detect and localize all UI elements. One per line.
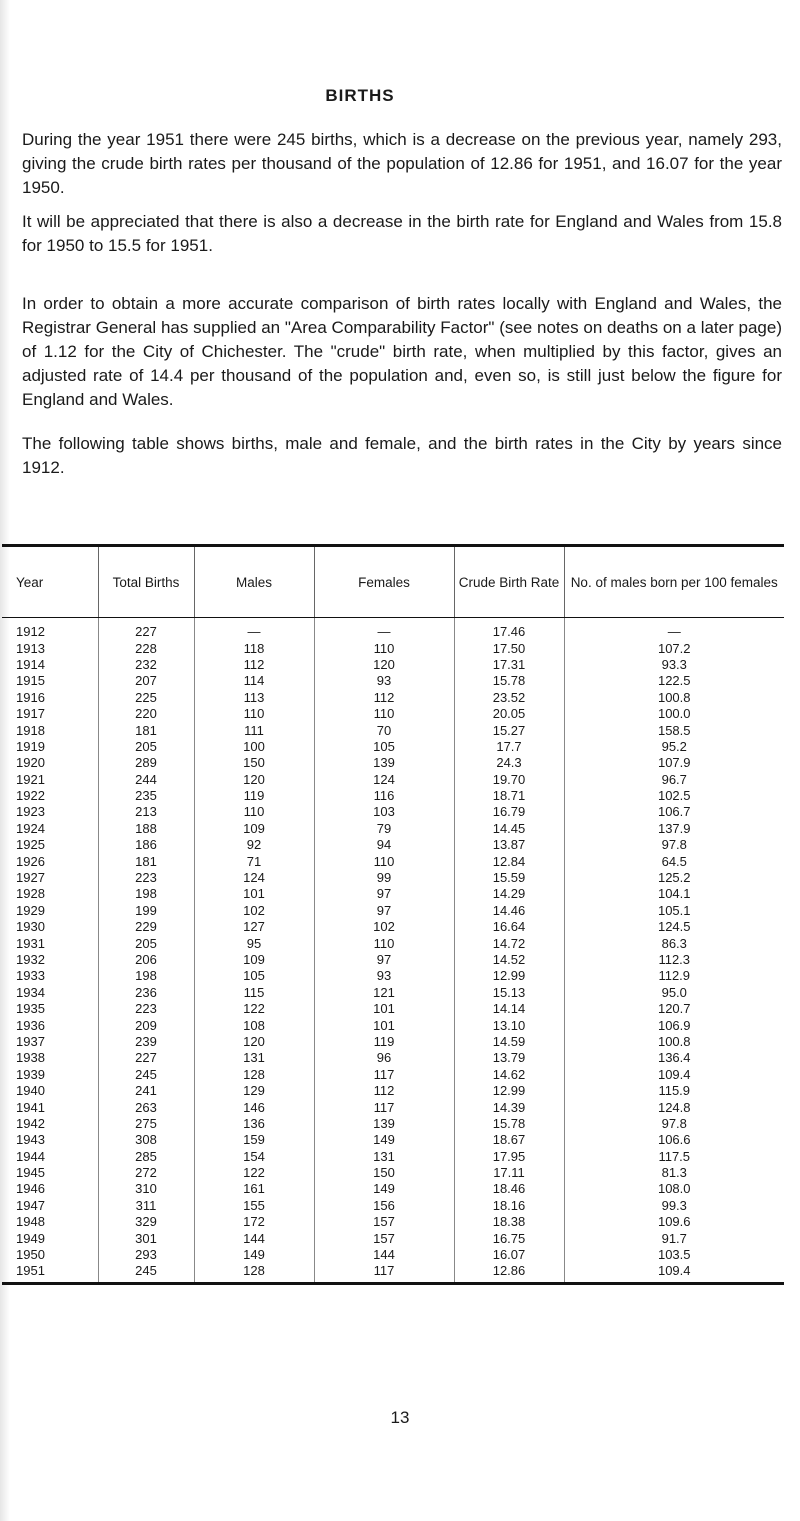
cell-crude-birth-rate: 14.45	[454, 821, 564, 837]
table-row	[2, 1067, 784, 1083]
cell-males: 131	[194, 1050, 314, 1066]
cell-total-births: 186	[98, 837, 194, 853]
cell-crude-birth-rate: 17.31	[454, 657, 564, 673]
cell-males: 111	[194, 722, 314, 738]
cell-year: 1938	[16, 1050, 45, 1066]
cell-females: —	[314, 618, 454, 641]
cell-total-births: 301	[98, 1230, 194, 1246]
cell-total-births: 329	[98, 1214, 194, 1230]
table-row	[2, 640, 784, 656]
cell-crude-birth-rate: 18.16	[454, 1198, 564, 1214]
table-row	[2, 1247, 784, 1263]
header-crude-birth-rate: Crude Birth Rate	[454, 546, 564, 618]
cell-males: 108	[194, 1017, 314, 1033]
cell-crude-birth-rate: 24.3	[454, 755, 564, 771]
cell-males: —	[194, 618, 314, 641]
cell-males-per-100-females: 109.4	[564, 1067, 784, 1083]
cell-total-births: 244	[98, 772, 194, 788]
cell-total-births: 228	[98, 640, 194, 656]
cell-males: 127	[194, 919, 314, 935]
cell-males-per-100-females: 103.5	[564, 1247, 784, 1263]
cell-males-per-100-females: 96.7	[564, 772, 784, 788]
cell-crude-birth-rate: 14.52	[454, 952, 564, 968]
cell-females: 119	[314, 1034, 454, 1050]
cell-crude-birth-rate: 15.13	[454, 985, 564, 1001]
cell-year: 1923	[16, 804, 45, 820]
table-row	[2, 821, 784, 837]
cell-females: 94	[314, 837, 454, 853]
cell-females: 112	[314, 1083, 454, 1099]
cell-females: 157	[314, 1230, 454, 1246]
cell-females: 110	[314, 706, 454, 722]
cell-males: 119	[194, 788, 314, 804]
cell-total-births: 181	[98, 722, 194, 738]
cell-males: 128	[194, 1263, 314, 1283]
births-table-container	[2, 544, 784, 1285]
header-year: Year	[2, 546, 98, 618]
cell-females: 116	[314, 788, 454, 804]
cell-crude-birth-rate: 15.78	[454, 1116, 564, 1132]
cell-year: 1913	[16, 640, 45, 656]
cell-crude-birth-rate: 16.75	[454, 1230, 564, 1246]
cell-females: 99	[314, 870, 454, 886]
cell-males: 124	[194, 870, 314, 886]
cell-year: 1933	[16, 968, 45, 984]
cell-year: 1936	[16, 1017, 45, 1033]
cell-males-per-100-females: 125.2	[564, 870, 784, 886]
cell-males: 120	[194, 1034, 314, 1050]
cell-males-per-100-females: 112.3	[564, 952, 784, 968]
cell-crude-birth-rate: 13.79	[454, 1050, 564, 1066]
header-males-per-100-females: No. of males born per 100 females	[564, 546, 784, 618]
cell-total-births: 205	[98, 935, 194, 951]
cell-crude-birth-rate: 20.05	[454, 706, 564, 722]
cell-females: 97	[314, 903, 454, 919]
table-row	[2, 706, 784, 722]
cell-crude-birth-rate: 13.10	[454, 1017, 564, 1033]
cell-year: 1926	[16, 853, 45, 869]
table-row	[2, 886, 784, 902]
cell-total-births: 181	[98, 853, 194, 869]
cell-males-per-100-females: 117.5	[564, 1149, 784, 1165]
cell-crude-birth-rate: 17.7	[454, 739, 564, 755]
cell-year: 1931	[16, 935, 45, 951]
table-row	[2, 1132, 784, 1148]
cell-males-per-100-females: 105.1	[564, 903, 784, 919]
cell-total-births: 245	[98, 1263, 194, 1283]
cell-crude-birth-rate: 17.50	[454, 640, 564, 656]
table-row	[2, 837, 784, 853]
cell-males: 122	[194, 1001, 314, 1017]
table-row	[2, 985, 784, 1001]
cell-year: 1912	[16, 624, 45, 640]
cell-total-births: 311	[98, 1198, 194, 1214]
table-row	[2, 1165, 784, 1181]
cell-year: 1945	[16, 1165, 45, 1181]
births-table	[2, 544, 784, 1285]
cell-males: 122	[194, 1165, 314, 1181]
cell-crude-birth-rate: 12.86	[454, 1263, 564, 1283]
cell-males-per-100-females: 109.4	[564, 1263, 784, 1283]
cell-males: 110	[194, 706, 314, 722]
cell-total-births: 207	[98, 673, 194, 689]
cell-crude-birth-rate: 15.59	[454, 870, 564, 886]
page-title: BIRTHS	[325, 86, 395, 105]
cell-females: 117	[314, 1067, 454, 1083]
cell-males-per-100-females: 122.5	[564, 673, 784, 689]
cell-females: 79	[314, 821, 454, 837]
cell-males-per-100-females: 100.8	[564, 1034, 784, 1050]
table-row	[2, 1050, 784, 1066]
table-row	[2, 952, 784, 968]
cell-year: 1919	[16, 738, 45, 754]
cell-females: 144	[314, 1247, 454, 1263]
cell-crude-birth-rate: 14.14	[454, 1001, 564, 1017]
table-row	[2, 1034, 784, 1050]
cell-females: 139	[314, 755, 454, 771]
cell-females: 124	[314, 772, 454, 788]
table-row	[2, 788, 784, 804]
cell-females: 150	[314, 1165, 454, 1181]
cell-males-per-100-females: 102.5	[564, 788, 784, 804]
table-body	[2, 618, 784, 1284]
cell-year: 1949	[16, 1230, 45, 1246]
cell-crude-birth-rate: 23.52	[454, 690, 564, 706]
table-row	[2, 1263, 784, 1283]
cell-females: 121	[314, 985, 454, 1001]
cell-total-births: 285	[98, 1149, 194, 1165]
cell-total-births: 263	[98, 1099, 194, 1115]
cell-males: 144	[194, 1230, 314, 1246]
cell-males: 109	[194, 821, 314, 837]
header-total-births: Total Births	[98, 546, 194, 618]
cell-year: 1943	[16, 1132, 45, 1148]
cell-crude-birth-rate: 18.46	[454, 1181, 564, 1197]
cell-males: 159	[194, 1132, 314, 1148]
cell-total-births: 227	[98, 618, 194, 641]
cell-crude-birth-rate: 14.39	[454, 1099, 564, 1115]
cell-year: 1918	[16, 722, 45, 738]
cell-males: 120	[194, 772, 314, 788]
cell-year: 1916	[16, 689, 45, 705]
cell-males-per-100-females: 112.9	[564, 968, 784, 984]
cell-total-births: 235	[98, 788, 194, 804]
cell-females: 120	[314, 657, 454, 673]
cell-total-births: 245	[98, 1067, 194, 1083]
cell-year: 1915	[16, 673, 45, 689]
cell-females: 117	[314, 1099, 454, 1115]
cell-males: 128	[194, 1067, 314, 1083]
cell-females: 149	[314, 1181, 454, 1197]
cell-total-births: 232	[98, 657, 194, 673]
cell-males: 154	[194, 1149, 314, 1165]
cell-males: 114	[194, 673, 314, 689]
table-row	[2, 1099, 784, 1115]
cell-total-births: 209	[98, 1017, 194, 1033]
cell-year: 1921	[16, 771, 45, 787]
cell-year: 1947	[16, 1197, 45, 1213]
table-row	[2, 772, 784, 788]
cell-females: 97	[314, 886, 454, 902]
table-row	[2, 690, 784, 706]
cell-males: 136	[194, 1116, 314, 1132]
cell-females: 112	[314, 690, 454, 706]
cell-females: 156	[314, 1198, 454, 1214]
cell-total-births: 289	[98, 755, 194, 771]
cell-total-births: 310	[98, 1181, 194, 1197]
cell-total-births: 198	[98, 968, 194, 984]
table-row	[2, 1230, 784, 1246]
cell-total-births: 198	[98, 886, 194, 902]
cell-crude-birth-rate: 17.95	[454, 1149, 564, 1165]
cell-males-per-100-females: 93.3	[564, 657, 784, 673]
table-row	[2, 1116, 784, 1132]
cell-crude-birth-rate: 14.46	[454, 903, 564, 919]
cell-females: 149	[314, 1132, 454, 1148]
cell-males-per-100-females: 137.9	[564, 821, 784, 837]
cell-males: 71	[194, 853, 314, 869]
cell-males-per-100-females: 100.0	[564, 706, 784, 722]
cell-total-births: 236	[98, 985, 194, 1001]
cell-males-per-100-females: 136.4	[564, 1050, 784, 1066]
cell-males-per-100-females: 104.1	[564, 886, 784, 902]
table-row	[2, 968, 784, 984]
header-females: Females	[314, 546, 454, 618]
cell-males: 105	[194, 968, 314, 984]
cell-year: 1946	[16, 1181, 45, 1197]
cell-total-births: 229	[98, 919, 194, 935]
paragraph-england-wales-rate: It will be appreciated that there is also a decrease in the birth rate for England and Wales from 15.8 for 1950 to 15.5 for 1951.	[22, 212, 782, 255]
cell-year: 1948	[16, 1214, 45, 1230]
cell-year: 1940	[16, 1083, 45, 1099]
cell-year: 1932	[16, 952, 45, 967]
cell-females: 101	[314, 1001, 454, 1017]
cell-males-per-100-females: 97.8	[564, 1116, 784, 1132]
table-row	[2, 722, 784, 738]
cell-females: 101	[314, 1017, 454, 1033]
cell-year: 1942	[16, 1115, 45, 1131]
cell-males-per-100-females: 99.3	[564, 1198, 784, 1214]
cell-year: 1939	[16, 1066, 45, 1082]
cell-males: 110	[194, 804, 314, 820]
cell-year: 1935	[16, 1001, 45, 1017]
cell-males: 149	[194, 1247, 314, 1263]
cell-males: 129	[194, 1083, 314, 1099]
cell-males: 109	[194, 952, 314, 968]
cell-crude-birth-rate: 17.11	[454, 1165, 564, 1181]
table-row	[2, 618, 784, 641]
cell-males-per-100-females: 124.8	[564, 1099, 784, 1115]
cell-crude-birth-rate: 16.07	[454, 1247, 564, 1263]
cell-total-births: 220	[98, 706, 194, 722]
cell-males-per-100-females: —	[564, 618, 784, 641]
cell-males: 102	[194, 903, 314, 919]
cell-crude-birth-rate: 18.67	[454, 1132, 564, 1148]
cell-total-births: 206	[98, 952, 194, 968]
cell-year: 1928	[16, 886, 45, 902]
cell-total-births: 272	[98, 1165, 194, 1181]
page-number: 13	[390, 1408, 410, 1427]
table-row	[2, 1001, 784, 1017]
cell-males-per-100-females: 158.5	[564, 722, 784, 738]
cell-females: 117	[314, 1263, 454, 1283]
cell-males-per-100-females: 106.7	[564, 804, 784, 820]
cell-females: 102	[314, 919, 454, 935]
cell-total-births: 275	[98, 1116, 194, 1132]
cell-crude-birth-rate: 18.71	[454, 788, 564, 804]
cell-males-per-100-females: 124.5	[564, 919, 784, 935]
cell-year: 1927	[16, 870, 45, 886]
cell-total-births: 293	[98, 1247, 194, 1263]
cell-year: 1930	[16, 919, 45, 935]
table-row	[2, 870, 784, 886]
cell-males: 95	[194, 935, 314, 951]
cell-males-per-100-females: 106.6	[564, 1132, 784, 1148]
table-row	[2, 1198, 784, 1214]
cell-males: 100	[194, 739, 314, 755]
table-row	[2, 1017, 784, 1033]
cell-crude-birth-rate: 19.70	[454, 772, 564, 788]
cell-crude-birth-rate: 15.27	[454, 722, 564, 738]
cell-males-per-100-females: 120.7	[564, 1001, 784, 1017]
table-row	[2, 739, 784, 755]
cell-males: 161	[194, 1181, 314, 1197]
cell-males-per-100-females: 106.9	[564, 1017, 784, 1033]
cell-crude-birth-rate: 16.79	[454, 804, 564, 820]
table-header-row	[2, 546, 784, 618]
cell-males: 115	[194, 985, 314, 1001]
cell-males-per-100-females: 86.3	[564, 935, 784, 951]
paragraph-table-intro: The following table shows births, male and female, and the birth rates in the City by years since 1912.	[22, 434, 782, 477]
cell-males: 146	[194, 1099, 314, 1115]
cell-total-births: 308	[98, 1132, 194, 1148]
table-row	[2, 1083, 784, 1099]
cell-males-per-100-females: 95.2	[564, 739, 784, 755]
table-row	[2, 1214, 784, 1230]
paragraph-birth-decrease: During the year 1951 there were 245 births, which is a decrease on the previous year, namely 293, giving the crude birth rates per thousand of the population of 12.86 for 1951, and 16.07 for the year 1950.	[22, 130, 782, 197]
cell-year: 1922	[16, 788, 45, 804]
cell-males-per-100-females: 115.9	[564, 1083, 784, 1099]
cell-females: 105	[314, 739, 454, 755]
cell-females: 131	[314, 1149, 454, 1165]
cell-females: 97	[314, 952, 454, 968]
table-row	[2, 903, 784, 919]
cell-males-per-100-females: 95.0	[564, 985, 784, 1001]
cell-total-births: 213	[98, 804, 194, 820]
table-row	[2, 935, 784, 951]
table-row	[2, 657, 784, 673]
cell-crude-birth-rate: 12.99	[454, 1083, 564, 1099]
cell-males: 112	[194, 657, 314, 673]
cell-crude-birth-rate: 17.46	[454, 618, 564, 641]
cell-males-per-100-females: 109.6	[564, 1214, 784, 1230]
cell-males-per-100-females: 107.9	[564, 755, 784, 771]
cell-total-births: 239	[98, 1034, 194, 1050]
cell-males-per-100-females: 107.2	[564, 640, 784, 656]
cell-males: 113	[194, 690, 314, 706]
cell-males: 101	[194, 886, 314, 902]
cell-total-births: 199	[98, 903, 194, 919]
cell-males-per-100-females: 91.7	[564, 1230, 784, 1246]
cell-males-per-100-females: 97.8	[564, 837, 784, 853]
cell-males: 155	[194, 1198, 314, 1214]
table-row	[2, 1149, 784, 1165]
cell-crude-birth-rate: 15.78	[454, 673, 564, 689]
cell-crude-birth-rate: 12.99	[454, 968, 564, 984]
table-row	[2, 673, 784, 689]
cell-crude-birth-rate: 16.64	[454, 919, 564, 935]
cell-males: 172	[194, 1214, 314, 1230]
cell-males: 150	[194, 755, 314, 771]
cell-year: 1925	[16, 837, 45, 853]
cell-males-per-100-females: 108.0	[564, 1181, 784, 1197]
cell-males-per-100-females: 64.5	[564, 853, 784, 869]
cell-total-births: 223	[98, 870, 194, 886]
cell-females: 93	[314, 968, 454, 984]
table-row	[2, 1181, 784, 1197]
cell-males-per-100-females: 100.8	[564, 690, 784, 706]
cell-year: 1950	[16, 1247, 45, 1263]
cell-year: 1914	[16, 656, 45, 672]
cell-males: 92	[194, 837, 314, 853]
cell-total-births: 227	[98, 1050, 194, 1066]
cell-total-births: 188	[98, 821, 194, 837]
cell-crude-birth-rate: 14.62	[454, 1067, 564, 1083]
cell-year: 1920	[16, 755, 45, 771]
cell-total-births: 225	[98, 690, 194, 706]
cell-crude-birth-rate: 18.38	[454, 1214, 564, 1230]
cell-year: 1934	[16, 984, 45, 1000]
cell-crude-birth-rate: 14.72	[454, 935, 564, 951]
cell-total-births: 205	[98, 739, 194, 755]
header-males: Males	[194, 546, 314, 618]
cell-females: 139	[314, 1116, 454, 1132]
cell-females: 157	[314, 1214, 454, 1230]
cell-year: 1951	[16, 1263, 45, 1279]
cell-females: 110	[314, 640, 454, 656]
cell-total-births: 241	[98, 1083, 194, 1099]
cell-females: 110	[314, 935, 454, 951]
cell-year: 1929	[16, 902, 45, 918]
cell-year: 1941	[16, 1099, 45, 1115]
cell-year: 1944	[16, 1148, 45, 1164]
cell-crude-birth-rate: 14.59	[454, 1034, 564, 1050]
cell-year: 1937	[16, 1033, 45, 1049]
cell-crude-birth-rate: 13.87	[454, 837, 564, 853]
cell-year: 1917	[16, 706, 45, 722]
cell-males: 118	[194, 640, 314, 656]
cell-crude-birth-rate: 12.84	[454, 853, 564, 869]
table-row	[2, 755, 784, 771]
cell-females: 96	[314, 1050, 454, 1066]
cell-year: 1924	[16, 820, 45, 836]
table-row	[2, 804, 784, 820]
table-row	[2, 919, 784, 935]
cell-crude-birth-rate: 14.29	[454, 886, 564, 902]
cell-females: 70	[314, 722, 454, 738]
paragraph-comparability-factor: In order to obtain a more accurate comparison of birth rates locally with England and Wales, the Registrar General has supplied an "Area Comparability Factor" (see notes on deaths on a later page) of 1.12 for the City of Chichester. The "crude" birth rate, when multiplied by this factor, gives an adjusted rate of 14.4 per thousand of the population and, even so, is still just below the figure for England and Wales.	[22, 294, 782, 409]
cell-females: 93	[314, 673, 454, 689]
table-row	[2, 853, 784, 869]
cell-females: 110	[314, 853, 454, 869]
cell-total-births: 223	[98, 1001, 194, 1017]
cell-females: 103	[314, 804, 454, 820]
cell-males-per-100-females: 81.3	[564, 1165, 784, 1181]
